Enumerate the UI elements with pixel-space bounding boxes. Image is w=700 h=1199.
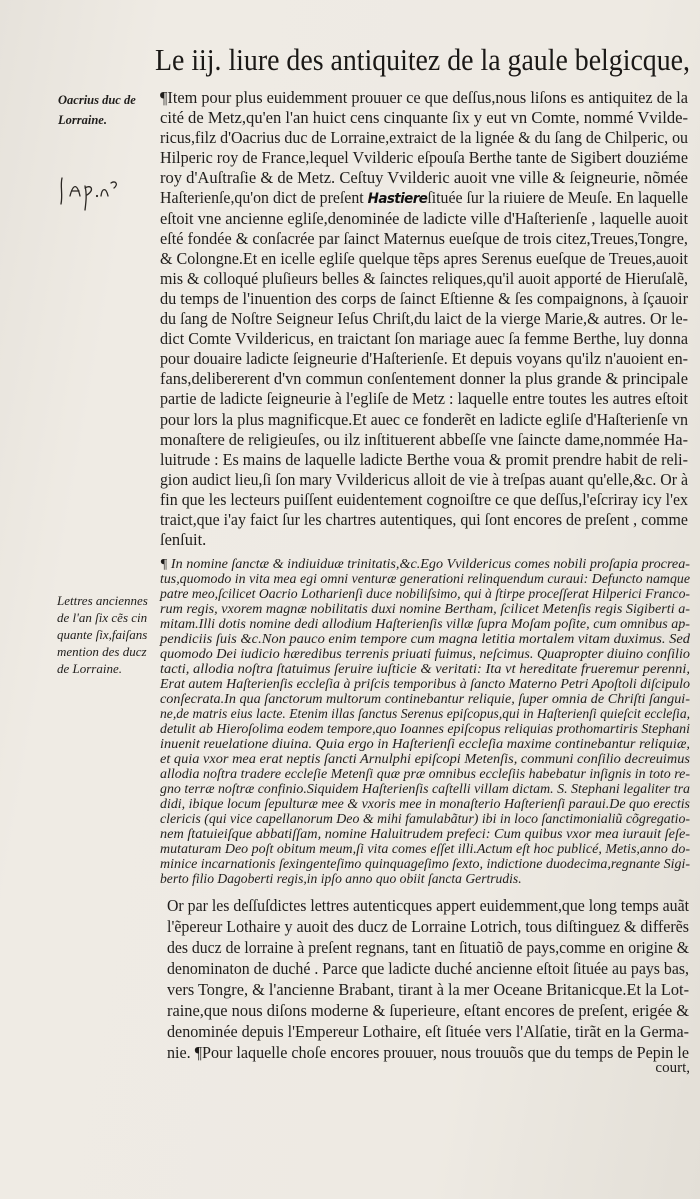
- text-line: ne,de matris eius lacte. Etenim illas ſanctus Serenus epiſcopus,qui in Haſterienſi quieſcit eccleſia,: [160, 705, 691, 721]
- text-line: Hilperic roy de France,lequel Vvilderic eſpouſa Berthe tante de Sigibert douziéme: [160, 148, 688, 168]
- text-line: inuenit reuelatione diuina. Quia ergo in Haſterienſi eccleſia maxime continebantur reliquiæ,: [160, 735, 690, 751]
- text-line: luitrude : Es mains de laquelle ladicte Berthe voua & promit prendre habit de reli-: [160, 449, 689, 469]
- text-line: quomodo Dei iudicio hæredibus terrenis priuati fuimus, neſcimus. Quapropter diuino conſilio: [160, 645, 690, 661]
- text-line: pendiciis ſuis &c.Non pauco enim tempore cum magna letitia mortalem vitam duximus. Sed: [160, 630, 691, 646]
- paragraph-1: [160, 88, 688, 550]
- text-line: mutaturam Deo poſt obitum meum,ſi vita comes eſſet illi.Actum eſt hoc publicé, Metis,anno do-: [160, 840, 690, 856]
- text-line: gion audict lieu,ſi ſon mary Vvildericus alloit de vie à treſpas auant qu'elle,&c. Or à: [160, 469, 688, 489]
- text-line: gno terræ noſtræ confinio.Siquidem Haſterienſis caſtelli villam dictam. S. Stephani legaliter tra: [160, 780, 690, 796]
- text-line: didi, ibique locum ſepulturæ mee & vxoris mee in monaſterio Haſterienſi paraui.De quo erectis: [160, 795, 690, 811]
- text-line: mis & colloqué pluſieurs belles & ſainctes reliques,qu'il auoit apporté de Hieruſalẽ,: [160, 268, 689, 288]
- margin-note-oacrius: [58, 90, 150, 130]
- catchword-text: court,: [655, 1060, 690, 1076]
- text-line: & Colongne.Et en icelle egliſe quelque tẽps apres Serenus eueſque de Treues,auoit: [160, 248, 688, 268]
- text-line: des ducz de lorraine à preſent regnans, tant en ſituatiõ de pays,comme en origine &: [167, 937, 690, 957]
- catchword: [630, 1058, 690, 1078]
- text-line: ¶Item pour plus euidemment prouuer ce que deſſus,nous liſons es antiquitez de la: [160, 88, 689, 107]
- text-line: du ſang de Noſtre Seigneur Ieſus Chriſt,du laict de la vierge Marie,& autres. Or le-: [160, 309, 688, 329]
- text-line: Erat autem Haſterienſis eccleſia à priſcis temporibus à ſancto Materno Petri Apoſtoli diſcipulo: [160, 675, 690, 691]
- margin-note-line: mention des ducz: [57, 644, 147, 659]
- text-line: minice incarnationis ſexingenteſimo quinquageſimo ſexto, indictione duodecima,regnante Sigi-: [160, 855, 691, 871]
- text-line: nie. ¶Pour laquelle choſe encores prouuer, nous trouuõs que du temps de Pepin le: [167, 1042, 689, 1062]
- text-line: ſenſuit.: [160, 530, 207, 550]
- text-line: pour douaire ladicte ſeigneurie d'Haſterienſe. Et depuis voyans qu'ilz n'auoient en-: [160, 349, 688, 369]
- margin-note-lettres: [57, 592, 152, 677]
- text-line: fin que les lecteurs puiſſent euidentement cognoiſtre ce que deſſus,l'eſcriray icy l'ex: [160, 489, 689, 509]
- text-line: roy d'Auſtraſie & de Metz. Ceſtuy Vvilderic auoit vne ville & ſeigneurie, nõmée: [160, 168, 689, 188]
- text-line: Or par les deſſuſdictes lettres autenticques appert euidemment,que long temps auãt: [167, 895, 690, 915]
- text-line: berto filio Dagoberti regis,in ipſo anno quo obiit ſancta Gertrudis.: [160, 870, 522, 886]
- paragraph-2-latin-charter: [160, 556, 690, 886]
- handwritten-insertion: Hastiere: [367, 191, 428, 208]
- margin-note-line: de l'an ſix cẽs cin: [57, 610, 148, 625]
- running-header: [155, 40, 690, 80]
- text-line: conſecrata.In qua ſanctorum multorum continebantur reliquie, ſuper omnia de Chriſti ſangui-: [160, 690, 690, 706]
- text-line-with-handwriting: [160, 188, 688, 208]
- handwritten-scribble: [56, 172, 126, 217]
- running-title: Le iij. liure des antiquitez de la gaule belgicque,: [155, 42, 690, 77]
- margin-note-line: Oacrius duc de: [58, 93, 136, 107]
- margin-note-line: Lettres anciennes: [57, 593, 148, 608]
- text-line: detulit ab Hieroſolima eodem tempore,quo Ioannes epiſcopus reliquias prothomartiris Stephani: [160, 720, 690, 736]
- text-segment: Haſterienſe,qu'on dict de preſent: [160, 188, 368, 208]
- text-line: vers Tongre, & l'ancienne Brabant, tirant à la mer Oceane Britanicque.Et la Lot-: [167, 979, 690, 999]
- text-line: patre meo,ſcilicet Oacrio Lotharienſi duce nobiliſsimo, qui à ſtirpe proceſſerat Hilperici Franco-: [160, 585, 690, 601]
- text-line: dict Comte Vvildericus, en traictant ſon mariage auec ſa femme Berthe, luy donna: [160, 329, 689, 349]
- text-line: l'ẽpereur Lothaire y auoit des ducz de Lorraine Lotrich, tous diſtinguez & differẽs: [167, 916, 690, 936]
- text-line: tacti, allodia noſtra ſtatuimus ſeruire iuſticie & veritati: Ita vt hereditate frueremur perenni,: [160, 660, 691, 676]
- text-line: rum regis, vxorem magnæ nobilitatis duxi nomine Bertham, ſcilicet Metenſis regis Sigiberti a-: [160, 600, 691, 616]
- text-line: ricus,filz d'Oacrius duc de Lorraine,extraict de la lignée & du ſang de Chilperic, ou: [160, 128, 689, 148]
- text-line: mitam.Illi dotis nomine dedi allodium Haſterienſis villæ ſupra Moſam poſite, cum omnibus ap-: [160, 615, 690, 631]
- text-segment: ſituée ſur la riuiere de Meuſe. En laquelle: [427, 188, 689, 208]
- text-line: eſtoit vne ancienne egliſe,denominée de ladicte ville d'Haſterienſe , laquelle auoit: [160, 208, 689, 228]
- text-line: du temps de l'inuention des corps de ſainct Eſtienne & ſes compaignons, à ſçauoir: [160, 288, 688, 308]
- text-line: allodia noſtra tradere eccleſie Metenſi quæ præ omnibus eccleſiis habebatur inſignis in toto re-: [160, 765, 691, 781]
- text-line: raine,que nous diſons moderne & ſuperieure, eſtant encores de preſent, erigée &: [167, 1000, 690, 1020]
- paragraph-3: [167, 895, 689, 1063]
- margin-note-line: quante ſix,faiſans: [57, 627, 148, 642]
- margin-note-line: Lorraine.: [58, 113, 107, 127]
- text-line: clericis (qui vice capellanorum Deo & mihi famulabãtur) ibi in loco ſanctimonialiũ cõgregatio-: [160, 810, 690, 826]
- margin-note-line: de Lorraine.: [57, 661, 122, 676]
- text-line: traict,que i'ay faict ſur les chartres autentiques, qui ſont encores de preſent , comme: [160, 509, 689, 529]
- text-line: cité de Metz,qu'en l'an huict cens cinquante ſix y eut vn Comte, nommé Vvilde-: [160, 108, 688, 128]
- text-line: denominaton de duché . Parce que ladicte duché ancienne eſtoit ſituée au pays bas,: [167, 958, 689, 978]
- text-line: eſté fondée & conſacrée par ſainct Maternus eueſque de trois citez,Treues,Tongre,: [160, 228, 688, 248]
- text-line: ¶ In nomine ſanctæ & indiuiduæ trinitatis,&c.Ego Vvildericus comes nobili proſapia procrea-: [160, 555, 690, 571]
- text-line: fans,delibererent d'vn commun conſentement donner la plus grande & principale: [160, 369, 688, 389]
- text-line: tus,quomodo in vita mea egi omni venturæ generationi relinquendum curaui: Defuncto namque: [160, 570, 691, 586]
- text-line: et quia vxor mea erat neptis ſancti Arnulphi epiſcopi Metenſis, communi conſilio decreuimus: [160, 750, 690, 766]
- text-line: partie de ladicte ſeigneurie à l'egliſe de Metz : laquelle entre toutes les autres eſtoit: [160, 389, 689, 409]
- text-line: pour lors la plus magnificque.Et auec ce fonderẽt en ladicte egliſe d'Haſterienſe vn: [160, 409, 689, 429]
- text-line: denominée depuis l'Empereur Lothaire, eſt ſituée vers l'Alſatie, tirãt en la Germa-: [167, 1021, 690, 1041]
- text-line: monaſtere de religieuſes, ou ilz inſtituerent abbeſſe vne ſaincte dame,nommée Ha-: [160, 429, 688, 449]
- text-line: nem ſtatuieiſque abbatiſſam, nomine Haluitrudem prefeci: Cum quibus vxor mea iurauit ſeſe-: [160, 825, 691, 841]
